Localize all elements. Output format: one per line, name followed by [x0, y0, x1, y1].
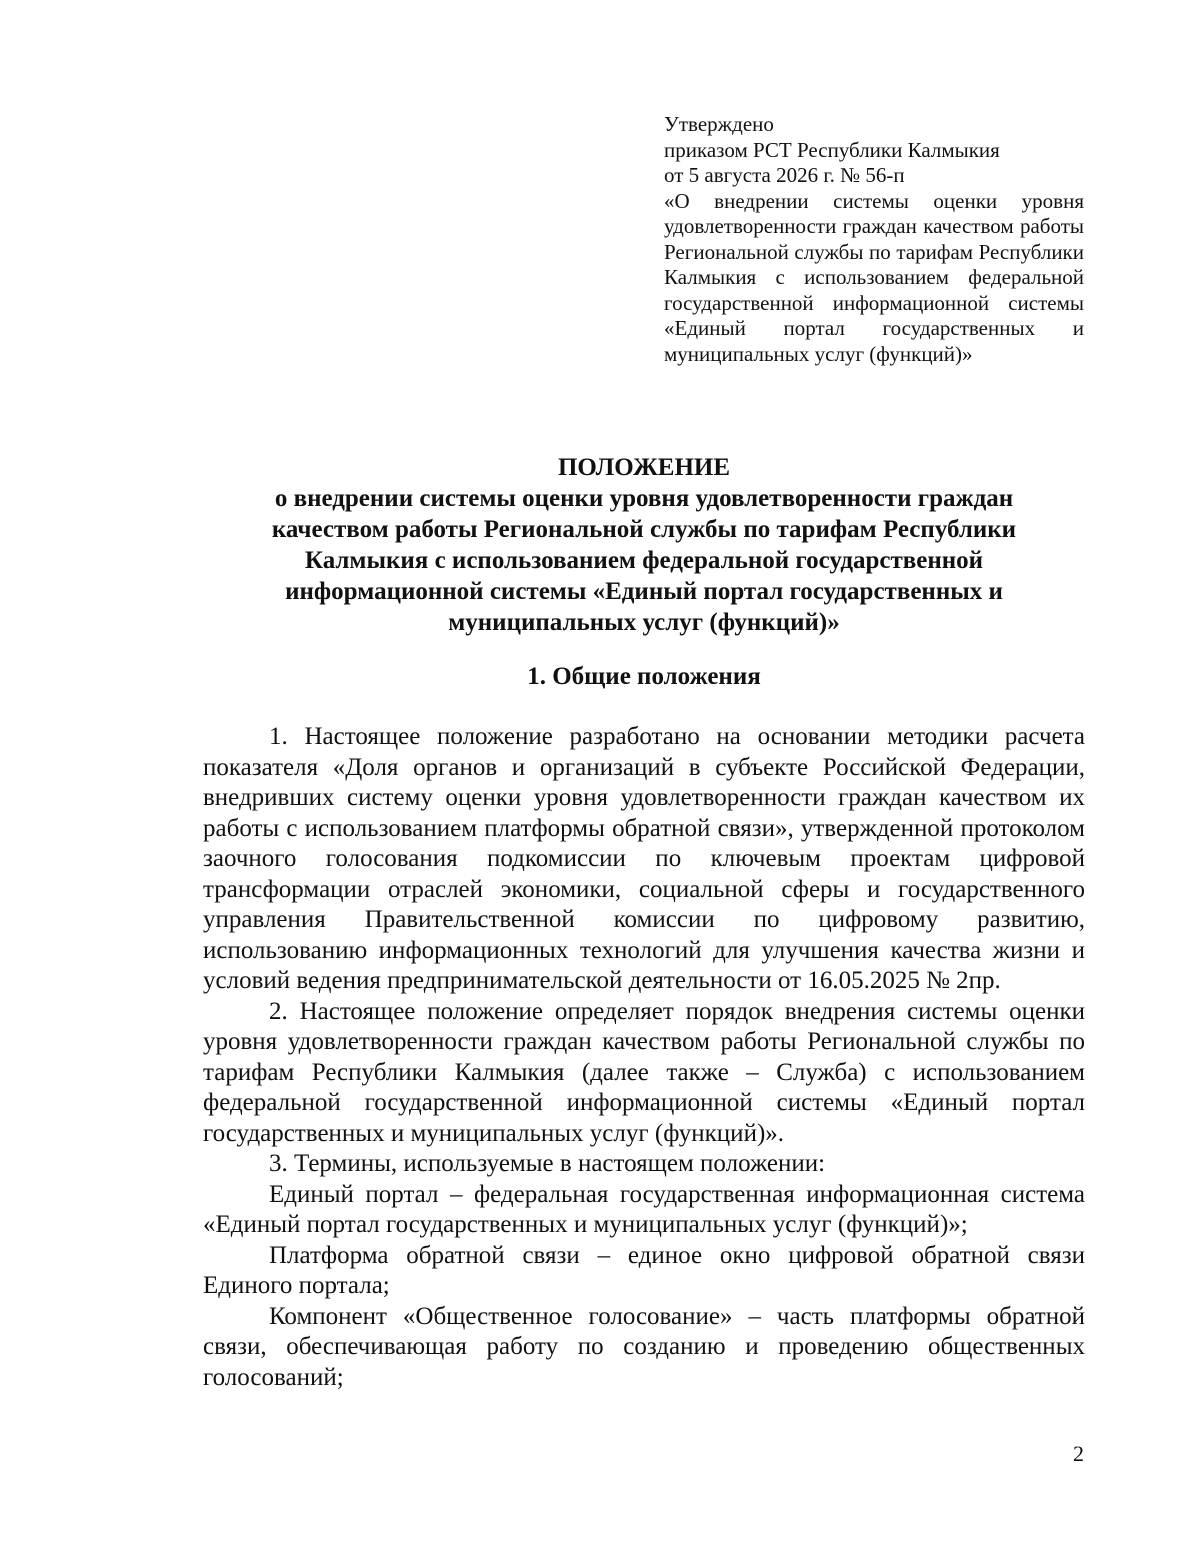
paragraph: 2. Настоящее положение определяет порядок внедрения системы оценки уровня удовлетворенности граждан качеством работы Региональной службы по тарифам Республики Калмыкия (далее также – Служба) с использованием федеральной государственной информационной системы «Единый портал государственных и муниципальных услуг (функций)». [203, 997, 1085, 1147]
approval-line-approved: Утверждено [664, 112, 774, 136]
document-title: ПОЛОЖЕНИЕ [557, 454, 731, 481]
paragraph: Единый портал – федеральная государственная информационная система «Единый портал государственных и муниципальных услуг (функций)»; [203, 1180, 1085, 1238]
paragraph: 1. Настоящее положение разработано на основании методики расчета показателя «Доля органов и организаций в субъекте Российской Федерации, внедривших систему оценки уровня удовлетворенности граждан качеством их работы с использованием платформы обратной связи», утвержденной протоколом заочного голосования подкомиссии по ключевым проектам цифровой трансформации отраслей экономики, социальной сферы и государственного управления Правительственной комиссии по цифровому развитию, использованию информационных технологий для улучшения качества жизни и условий ведения предпринимательской деятельности от 16.05.2025 № 2пр. [203, 723, 1085, 994]
section-body [203, 722, 1085, 1393]
approval-stamp [664, 112, 1084, 367]
approval-line-date: от 5 августа 2026 г. № 56-п [664, 163, 905, 187]
paragraph: Платформа обратной связи – единое окно цифровой обратной связи Единого портала; [203, 1241, 1085, 1299]
page-number: 2 [1073, 1441, 1084, 1466]
paragraph: 3. Термины, используемые в настоящем положении: [269, 1150, 826, 1177]
document-title-block [203, 452, 1085, 638]
approval-order-title: «О внедрении системы оценки уровня удовлетворенности граждан качеством работы Региональной службы по тарифам Республики Калмыкия с использованием федеральной государственной информационной системы «Единый портал государственных и муниципальных услуг (функций)» [664, 188, 1084, 366]
approval-line-order: приказом РСТ Республики Калмыкия [664, 137, 1000, 162]
section-heading: 1. Общие положения [527, 663, 761, 690]
document-subtitle: о внедрении системы оценки уровня удовлетворенности граждан качеством работы Региональной службы по тарифам Республики Калмыкия с использованием федеральной государственной информационной системы «Единый портал государственных и муниципальных услуг (функций)» [271, 485, 1017, 636]
paragraph: Компонент «Общественное голосование» – часть платформы обратной связи, обеспечивающая работу по созданию и проведению общественных голосований; [203, 1302, 1085, 1391]
